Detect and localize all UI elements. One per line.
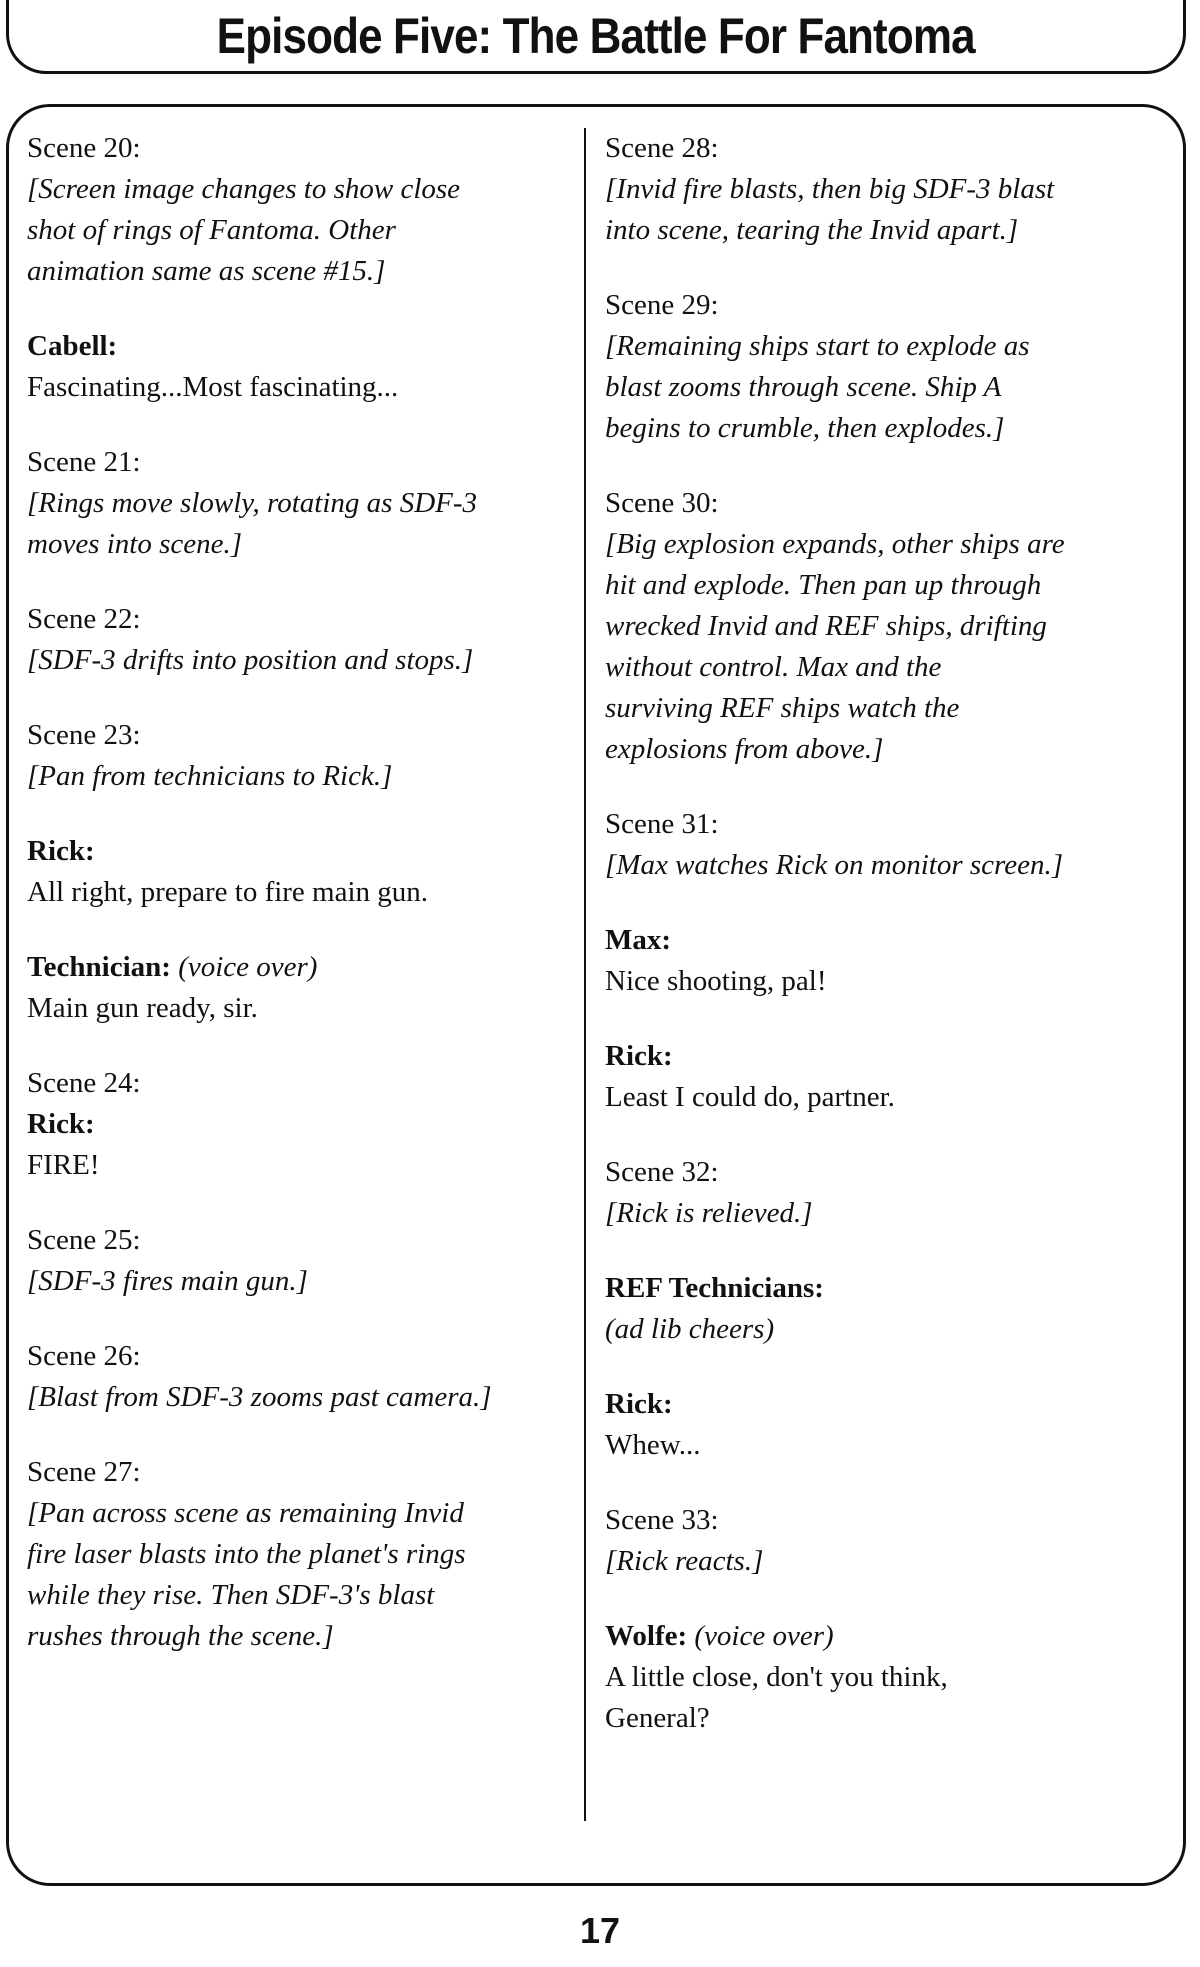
scene-30 bbox=[605, 483, 1165, 770]
scene-28 bbox=[605, 128, 1165, 251]
stage-direction: shot of rings of Fantoma. Other bbox=[27, 214, 396, 246]
dialogue-cabell bbox=[27, 326, 575, 408]
stage-direction: while they rise. Then SDF-3's blast bbox=[27, 1579, 435, 1611]
dialogue-max bbox=[605, 920, 1165, 1002]
scene-heading: Scene 22: bbox=[27, 603, 141, 635]
scene-29 bbox=[605, 285, 1165, 449]
stage-direction: moves into scene.] bbox=[27, 528, 243, 560]
dialogue-line: Main gun ready, sir. bbox=[27, 992, 258, 1024]
stage-direction: [SDF-3 drifts into position and stops.] bbox=[27, 644, 474, 676]
scene-heading: Scene 25: bbox=[27, 1224, 141, 1256]
scene-25 bbox=[27, 1220, 575, 1302]
speaker-name: Technician: bbox=[27, 951, 171, 983]
right-column bbox=[605, 128, 1165, 1773]
dialogue-ref-technicians bbox=[605, 1268, 1165, 1350]
speaker-name: Rick: bbox=[605, 1040, 673, 1072]
stage-direction: into scene, tearing the Invid apart.] bbox=[605, 214, 1019, 246]
stage-direction: [Rick is relieved.] bbox=[605, 1197, 813, 1229]
scene-heading: Scene 29: bbox=[605, 289, 719, 321]
dialogue-line: Whew... bbox=[605, 1429, 701, 1461]
stage-direction: [SDF-3 fires main gun.] bbox=[27, 1265, 308, 1297]
stage-direction: [Big explosion expands, other ships are bbox=[605, 528, 1065, 560]
scene-33 bbox=[605, 1500, 1165, 1582]
scene-31 bbox=[605, 804, 1165, 886]
dialogue-rick bbox=[605, 1036, 1165, 1118]
voice-over-note: (voice over) bbox=[178, 951, 318, 983]
stage-direction: [Remaining ships start to explode as bbox=[605, 330, 1030, 362]
stage-direction: [Invid fire blasts, then big SDF-3 blast bbox=[605, 173, 1055, 205]
dialogue-wolfe bbox=[605, 1616, 1165, 1739]
speaker-name: Max: bbox=[605, 924, 672, 956]
scene-27 bbox=[27, 1452, 575, 1657]
dialogue-note: (ad lib cheers) bbox=[605, 1313, 775, 1345]
dialogue-rick bbox=[605, 1384, 1165, 1466]
scene-heading: Scene 24: bbox=[27, 1067, 141, 1099]
speaker-name: Wolfe: bbox=[605, 1620, 688, 1652]
stage-direction: animation same as scene #15.] bbox=[27, 255, 386, 287]
stage-direction: surviving REF ships watch the bbox=[605, 692, 960, 724]
stage-direction: hit and explode. Then pan up through bbox=[605, 569, 1042, 601]
scene-heading: Scene 30: bbox=[605, 487, 719, 519]
stage-direction: [Screen image changes to show close bbox=[27, 173, 461, 205]
scene-21 bbox=[27, 442, 575, 565]
dialogue-line: Nice shooting, pal! bbox=[605, 965, 827, 997]
stage-direction: wrecked Invid and REF ships, drifting bbox=[605, 610, 1047, 642]
dialogue-rick bbox=[27, 831, 575, 913]
voice-over-note: (voice over) bbox=[694, 1620, 834, 1652]
scene-heading: Scene 32: bbox=[605, 1156, 719, 1188]
stage-direction: [Blast from SDF-3 zooms past camera.] bbox=[27, 1381, 492, 1413]
dialogue-line: Least I could do, partner. bbox=[605, 1081, 895, 1113]
page-title: Episode Five: The Battle For Fantoma bbox=[217, 7, 975, 64]
dialogue-line: A little close, don't you think, bbox=[605, 1661, 948, 1693]
speaker-name: REF Technicians: bbox=[605, 1272, 824, 1304]
scene-heading: Scene 28: bbox=[605, 132, 719, 164]
dialogue-line: General? bbox=[605, 1702, 710, 1734]
scene-heading: Scene 21: bbox=[27, 446, 141, 478]
stage-direction: fire laser blasts into the planet's rings bbox=[27, 1538, 466, 1570]
scene-heading: Scene 26: bbox=[27, 1340, 141, 1372]
scene-23 bbox=[27, 715, 575, 797]
stage-direction: [Pan from technicians to Rick.] bbox=[27, 760, 393, 792]
scene-heading: Scene 23: bbox=[27, 719, 141, 751]
speaker-name: Rick: bbox=[605, 1388, 673, 1420]
column-divider bbox=[584, 128, 586, 1821]
page-number: 17 bbox=[579, 1910, 621, 1951]
stage-direction: begins to crumble, then explodes.] bbox=[605, 412, 1005, 444]
scene-20 bbox=[27, 128, 575, 292]
stage-direction: blast zooms through scene. Ship A bbox=[605, 371, 1002, 403]
scene-24 bbox=[27, 1063, 575, 1186]
stage-direction: [Rick reacts.] bbox=[605, 1545, 764, 1577]
stage-direction: [Rings move slowly, rotating as SDF-3 bbox=[27, 487, 478, 519]
stage-direction: rushes through the scene.] bbox=[27, 1620, 334, 1652]
speaker-name: Rick: bbox=[27, 1108, 95, 1140]
scene-22 bbox=[27, 599, 575, 681]
stage-direction: explosions from above.] bbox=[605, 733, 884, 765]
dialogue-line: Fascinating...Most fascinating... bbox=[27, 371, 399, 403]
scene-26 bbox=[27, 1336, 575, 1418]
scene-heading: Scene 33: bbox=[605, 1504, 719, 1536]
left-column bbox=[27, 128, 575, 1691]
scene-32 bbox=[605, 1152, 1165, 1234]
episode-title-banner bbox=[6, 0, 1186, 74]
scene-heading: Scene 31: bbox=[605, 808, 719, 840]
scene-heading: Scene 27: bbox=[27, 1456, 141, 1488]
dialogue-technician bbox=[27, 947, 575, 1029]
dialogue-line: All right, prepare to fire main gun. bbox=[27, 876, 429, 908]
scene-heading: Scene 20: bbox=[27, 132, 141, 164]
speaker-name: Cabell: bbox=[27, 330, 118, 362]
speaker-name: Rick: bbox=[27, 835, 95, 867]
dialogue-line: FIRE! bbox=[27, 1149, 100, 1181]
stage-direction: [Pan across scene as remaining Invid bbox=[27, 1497, 464, 1529]
stage-direction: without control. Max and the bbox=[605, 651, 942, 683]
stage-direction: [Max watches Rick on monitor screen.] bbox=[605, 849, 1063, 881]
